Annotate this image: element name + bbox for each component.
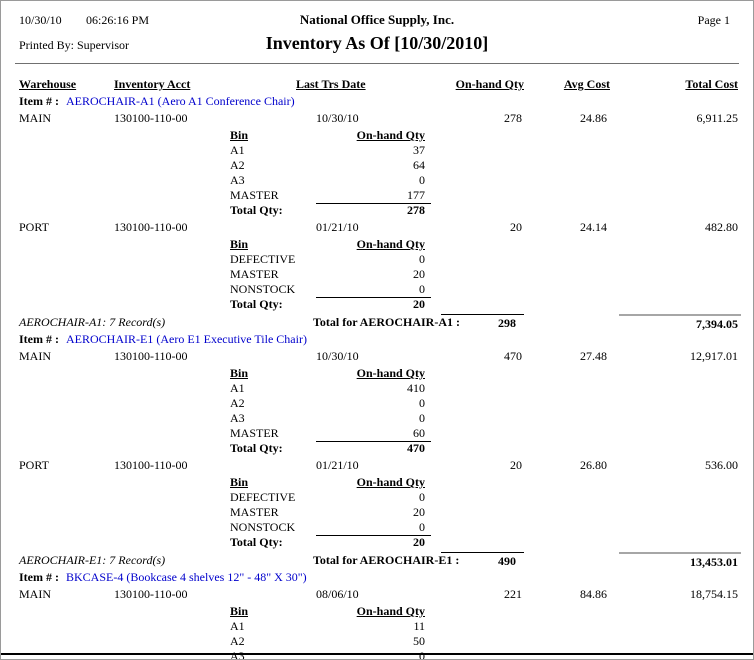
last-trs-date: 10/30/10 [316, 349, 359, 363]
item-summary-row [1, 314, 753, 330]
inventory-acct: 130100-110-00 [114, 111, 188, 125]
bin-qty-value: 50 [413, 634, 425, 648]
record-count-text: AEROCHAIR-A1: 7 Record(s) [19, 315, 166, 329]
bin-name: MASTER [230, 505, 279, 519]
inventory-acct: 130100-110-00 [114, 220, 188, 234]
bin-qty-value: 0 [419, 520, 425, 534]
bin-row [1, 282, 753, 297]
bin-row [1, 505, 753, 520]
bin-qty-value: 0 [419, 252, 425, 266]
on-hand-qty-value: 470 [504, 349, 522, 363]
warehouse-row [1, 220, 753, 235]
avg-cost-value: 26.80 [580, 458, 607, 472]
bin-qty-column-header: On-hand Qty [356, 237, 425, 251]
bin-row [1, 267, 753, 282]
bin-qty-value: 0 [419, 411, 425, 425]
bin-row [1, 143, 753, 158]
item-number-label: Item # : [19, 332, 59, 346]
bin-qty-column-header: On-hand Qty [356, 128, 425, 142]
item-number-label: Item # : [19, 570, 59, 584]
on-hand-qty-value: 20 [510, 220, 522, 234]
bin-row [1, 396, 753, 411]
item-total-label: Total for AEROCHAIR-E1 : [313, 553, 460, 567]
bin-qty-value: 64 [413, 158, 425, 172]
warehouse-name: PORT [19, 458, 49, 472]
on-hand-qty-value: 278 [504, 111, 522, 125]
column-header-warehouse: Warehouse [19, 77, 77, 91]
bin-name: DEFECTIVE [230, 252, 296, 266]
last-trs-date: 08/06/10 [316, 587, 359, 601]
bin-name: DEFECTIVE [230, 490, 296, 504]
last-trs-date: 01/21/10 [316, 458, 359, 472]
total-cost-value: 536.00 [705, 458, 738, 472]
company-name: National Office Supply, Inc. [299, 12, 455, 27]
warehouse-name: MAIN [19, 349, 51, 363]
bin-qty-value: 177 [407, 188, 425, 202]
bin-row [1, 426, 753, 441]
column-header-row [1, 77, 753, 92]
bin-column-header: Bin [230, 366, 249, 380]
page-bottom-border [1, 653, 753, 655]
item-header-row [1, 332, 753, 347]
bin-name: A3 [230, 173, 245, 187]
bin-column-header: Bin [230, 604, 249, 618]
printed-by: Printed By: Supervisor [19, 38, 129, 52]
bin-total-value: 20 [413, 535, 425, 549]
warehouse-row [1, 111, 753, 126]
column-header-on-hand-qty: On-hand Qty [455, 77, 524, 91]
bin-qty-value: 0 [419, 396, 425, 410]
bin-total-value: 470 [407, 441, 425, 455]
report-date: 10/30/10 [19, 13, 62, 27]
warehouse-name: MAIN [19, 587, 51, 601]
bin-total-row [1, 297, 753, 312]
bin-name: MASTER [230, 426, 279, 440]
warehouse-row [1, 458, 753, 473]
column-header-total-cost: Total Cost [685, 77, 738, 91]
column-header-avg-cost: Avg Cost [563, 77, 610, 91]
bin-column-header: Bin [230, 475, 249, 489]
item-total-qty: 298 [441, 314, 524, 331]
on-hand-qty-value: 221 [504, 587, 522, 601]
bin-name: MASTER [230, 267, 279, 281]
report-title: Inventory As Of [10/30/2010] [265, 33, 489, 53]
bin-row [1, 634, 753, 649]
last-trs-date: 01/21/10 [316, 220, 359, 234]
bin-name: A2 [230, 158, 245, 172]
bin-row [1, 411, 753, 426]
avg-cost-value: 24.14 [580, 220, 607, 234]
column-header-last-trs-date: Last Trs Date [296, 77, 366, 91]
last-trs-date: 10/30/10 [316, 111, 359, 125]
bin-header-row [1, 604, 753, 619]
item-header-row [1, 570, 753, 585]
bin-total-label: Total Qty: [230, 297, 283, 311]
bin-total-row [1, 535, 753, 550]
bin-name: A2 [230, 396, 245, 410]
bin-qty-value: 0 [419, 173, 425, 187]
item-header-row [1, 94, 753, 109]
item-summary-row [1, 552, 753, 568]
record-count-text: AEROCHAIR-E1: 7 Record(s) [19, 553, 166, 567]
bin-header-row [1, 237, 753, 252]
page-number: Page 1 [697, 13, 730, 27]
warehouse-row [1, 349, 753, 364]
bin-row [1, 252, 753, 267]
bin-total-row [1, 203, 753, 218]
bin-row [1, 381, 753, 396]
bin-name: NONSTOCK [230, 282, 296, 296]
item-total-cost: 7,394.05 [619, 314, 741, 332]
item-link[interactable]: AEROCHAIR-A1 (Aero A1 Conference Chair) [66, 94, 295, 108]
total-cost-value: 6,911.25 [696, 111, 738, 125]
inventory-acct: 130100-110-00 [114, 458, 188, 472]
bin-total-value: 278 [407, 203, 425, 217]
inventory-acct: 130100-110-00 [114, 349, 188, 363]
bin-row [1, 188, 753, 203]
bin-header-row [1, 475, 753, 490]
total-cost-value: 18,754.15 [690, 587, 738, 601]
warehouse-name: MAIN [19, 111, 51, 125]
item-number-label: Item # : [19, 94, 59, 108]
item-total-qty: 490 [441, 552, 524, 569]
bin-header-row [1, 128, 753, 143]
bin-name: A2 [230, 634, 245, 648]
avg-cost-value: 84.86 [580, 587, 607, 601]
warehouse-row [1, 587, 753, 602]
bin-total-label: Total Qty: [230, 203, 283, 217]
bin-total-row [1, 441, 753, 456]
report-area [1, 77, 753, 660]
total-cost-value: 12,917.01 [690, 349, 738, 363]
bin-total-label: Total Qty: [230, 441, 283, 455]
bin-name: MASTER [230, 188, 279, 202]
bin-qty-value: 11 [413, 619, 425, 633]
bin-row [1, 158, 753, 173]
report-body [1, 94, 753, 660]
bin-qty-value: 37 [413, 143, 425, 157]
bin-name: A3 [230, 411, 245, 425]
avg-cost-value: 24.86 [580, 111, 607, 125]
warehouse-name: PORT [19, 220, 49, 234]
bin-total-value: 20 [413, 297, 425, 311]
bin-qty-value: 20 [413, 267, 425, 281]
on-hand-qty-value: 20 [510, 458, 522, 472]
bin-column-header: Bin [230, 237, 249, 251]
bin-column-header: Bin [230, 128, 249, 142]
bin-name: A1 [230, 143, 245, 157]
item-total-label: Total for AEROCHAIR-A1 : [313, 315, 461, 329]
report-time: 06:26:16 PM [86, 13, 150, 27]
header-separator [15, 63, 739, 64]
bin-row [1, 173, 753, 188]
bin-qty-value: 0 [419, 282, 425, 296]
bin-name: A1 [230, 381, 245, 395]
bin-qty-value: 60 [413, 426, 425, 440]
item-link[interactable]: BKCASE-4 (Bookcase 4 shelves 12" - 48" X 30") [66, 570, 307, 584]
bin-qty-column-header: On-hand Qty [356, 366, 425, 380]
bin-qty-value: 20 [413, 505, 425, 519]
item-total-cost: 13,453.01 [619, 552, 741, 570]
bin-row [1, 619, 753, 634]
column-header-inventory-acct: Inventory Acct [114, 77, 191, 91]
bin-qty-column-header: On-hand Qty [356, 475, 425, 489]
bin-name: A1 [230, 619, 245, 633]
bin-qty-column-header: On-hand Qty [356, 604, 425, 618]
avg-cost-value: 27.48 [580, 349, 607, 363]
bin-row [1, 490, 753, 505]
item-link[interactable]: AEROCHAIR-E1 (Aero E1 Executive Tile Chair) [66, 332, 307, 346]
inventory-acct: 130100-110-00 [114, 587, 188, 601]
bin-total-label: Total Qty: [230, 535, 283, 549]
bin-header-row [1, 366, 753, 381]
bin-qty-value: 410 [407, 381, 425, 395]
total-cost-value: 482.80 [705, 220, 738, 234]
bin-row [1, 520, 753, 535]
bin-qty-value: 0 [419, 490, 425, 504]
bin-name: NONSTOCK [230, 520, 296, 534]
